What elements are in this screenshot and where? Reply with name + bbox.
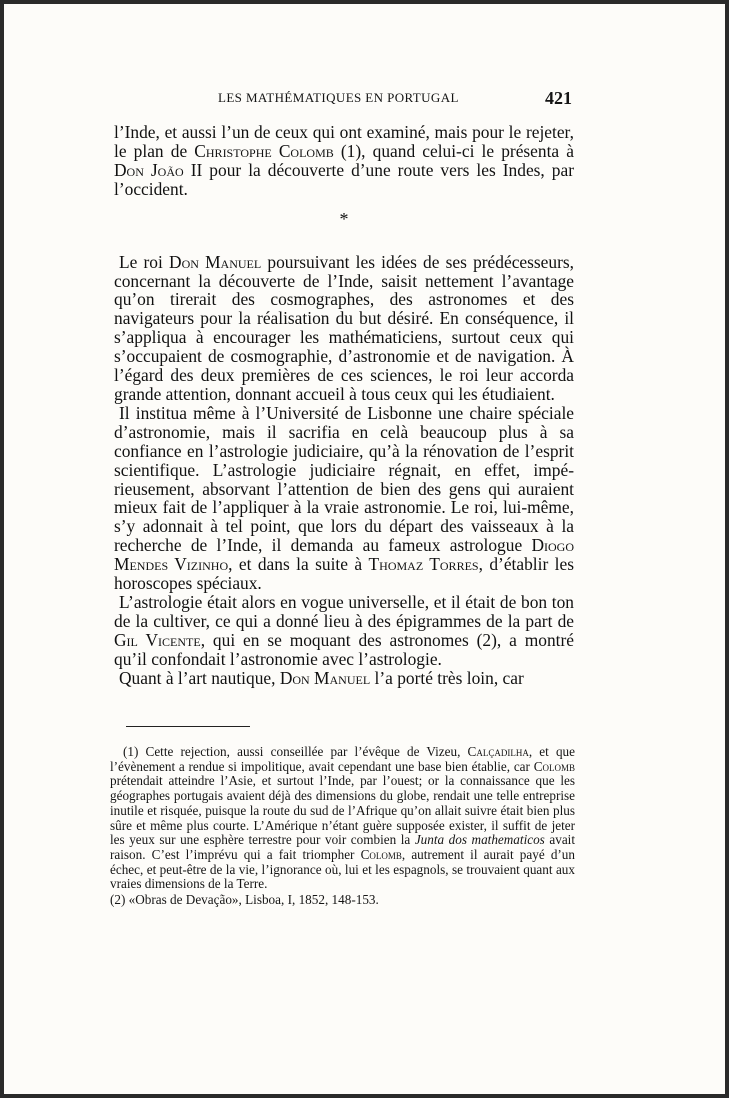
text-run: , autrement il aurait payé d’un échec, et peut-être de la vie, l’ignorance où, lui et les espagnols, se trouvaient quant aux vraies dimensions de la Terre. xyxy=(110,846,575,892)
text-run: II pour la découverte d’une route vers les Indes, par l’occident. xyxy=(114,159,574,199)
person-name: Thomaz Torres xyxy=(368,554,479,575)
text-run: l’Inde, et aussi l’un de ceux qui ont examiné, mais pour le rejeter, le plan de xyxy=(114,122,574,161)
text-run: , et que l’évènement a rendue si impolitique, avait cependant une base bien établie, car xyxy=(110,744,576,774)
person-name: Don João xyxy=(114,159,184,180)
text-run: Le roi xyxy=(119,251,170,272)
text-run: , et dans la suite à xyxy=(228,554,369,575)
person-name: Don Manuel xyxy=(169,251,262,272)
person-name: Diogo Mendes Vizinho xyxy=(114,535,574,575)
book-page xyxy=(4,4,725,1094)
page-number: 421 xyxy=(545,88,572,108)
text-run: avait raison. C’est l’imprévu qui a fait triompher xyxy=(110,832,575,862)
text-run: (1) Cette rejection, aussi conseillée par l’évêque de Vizeu, xyxy=(123,744,468,759)
paragraph xyxy=(114,253,574,404)
text-run: poursuivant les idées de ses prédécesseurs, concernant la découverte de l’Inde, saisit nettement l’avantage qu’on tirerait des cosmographes, des astronomes et des navigateurs pour la réalisation du but désiré. En conséquence, il s’appliqua à encourager les mathématiciens, surtout ceux qui s’occupaient de cosmographie, d’astronomie et de navigation. À l’égard des deux premières de ces sciences, le roi leur accorda grande attention, donnant accueil à tous ceux qui les étudiaient. xyxy=(114,251,574,404)
footnote-rule xyxy=(126,726,250,727)
running-title: LES MATHÉMATIQUES EN PORTUGAL xyxy=(218,90,459,105)
text-run: prétendait atteindre l’Asie, et surtout l’Inde, par l’ouest; or la connaissance que les géographes portugais avaient déjà des dimensions du globe, rendait une telle entreprise inutile et risquée, puisque la route du sud de l’Afrique qu’on allait suivre était bien plus sûre et même plus courte. L’Amérique n’étant guère supposée exister, il suffit de jeter les yeux sur une esphère terrestre pour voir combien la xyxy=(110,773,575,848)
italic-title: Junta dos mathematicos xyxy=(414,832,545,848)
footnotes xyxy=(110,745,575,908)
person-name: Christophe Colomb xyxy=(194,140,334,161)
paragraph-continuation xyxy=(114,123,574,199)
body-text xyxy=(114,123,574,687)
text-run: L’astrologie était alors en vogue universelle, et il était de bon ton de la cultiver, ce qui a donné lieu à des épigrammes de la part de xyxy=(114,591,574,631)
text-run: l’a porté très loin, car xyxy=(370,667,524,688)
text-run: (1), quand celui-ci le présenta à xyxy=(333,140,574,161)
person-name: Colomb xyxy=(533,758,575,774)
footnote-2: (2) «Obras de Devação», Lisboa, I, 1852, 148-153. xyxy=(110,892,379,908)
paragraph xyxy=(114,669,574,688)
paragraph xyxy=(114,404,574,593)
person-name: Calçadilha xyxy=(467,744,529,759)
running-head xyxy=(4,90,725,110)
paragraph xyxy=(114,593,574,669)
text-run: Il institua même à l’Université de Lisbonne une chaire spéciale d’astronomie, mais il sacrifia en celà beaucoup plus à sa confiance en l’astrologie judiciaire, qu’à la rénovation de l’esprit scientifique. L’astrologie judiciaire régnait, en effet, impérieusement, absorvant l’attention de bien des gens qui auraient mieux fait de l’appliquer à la vraie astronomie. Le roi, lui-même, s’y adonnait à tel point, que lors du départ des vaisseaux à la recherche de l’Inde, il demanda au fameux astrologue xyxy=(114,402,574,556)
text-run: , d’établir les horoscopes spéciaux. xyxy=(114,554,574,594)
footnote-1 xyxy=(110,745,575,892)
text-run: Quant à l’art nautique, xyxy=(119,667,280,688)
person-name: Colomb xyxy=(360,846,402,862)
person-name: Don Manuel xyxy=(279,667,371,688)
person-name: Gil Vicente xyxy=(114,629,201,650)
section-asterism: * xyxy=(339,208,349,229)
text-run: , qui en se moquant des astronomes (2), a montré qu’il confondait l’astronomie avec l’astrologie. xyxy=(114,629,575,669)
